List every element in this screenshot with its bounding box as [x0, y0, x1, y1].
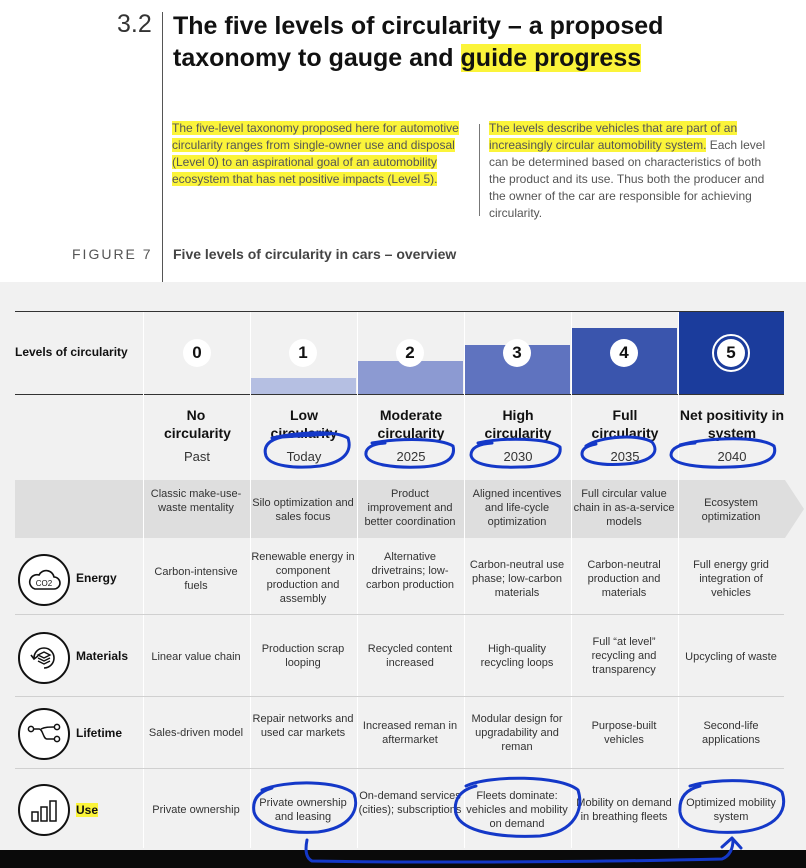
row-label-materials: Materials: [76, 649, 129, 663]
level-2-number: 2: [396, 339, 424, 367]
level-4-year: 2035: [610, 449, 640, 464]
figure-label: FIGURE 7: [72, 246, 153, 262]
ink-circle-2030: [471, 439, 560, 467]
materials-cell: Upcycling of waste: [685, 651, 777, 663]
lifetime-cell: Modular design for upgradability and reman: [471, 713, 563, 753]
lifetime-cell: Purpose-built vehicles: [591, 720, 657, 746]
ink-circle-optimized: [680, 781, 784, 833]
focus-cell: Ecosystem optimization: [701, 497, 761, 523]
use-cell: Private ownership: [152, 804, 240, 816]
materials-cell: Recycled content increased: [367, 643, 453, 669]
co2-text: CO2: [35, 579, 53, 588]
level-5-number: 5: [717, 339, 745, 367]
row-label-lifetime: Lifetime: [76, 726, 123, 740]
level-5-year: 2040: [717, 449, 747, 464]
focus-cell: Full circular value chain in as-a-service models: [573, 488, 675, 528]
energy-cell: Alternative drivetrains; low-carbon production: [365, 551, 455, 591]
use-cell: Mobility on demand in breathing fleets: [576, 797, 672, 823]
level-0-number: 0: [183, 339, 211, 367]
ink-circle-fleets: [455, 778, 579, 836]
section-title-highlight: guide progress: [460, 44, 642, 72]
use-cell: Fleets dominate: vehicles and mobility on demand: [466, 790, 568, 830]
energy-cell: Full energy grid integration of vehicles: [693, 559, 769, 599]
level-2-name: Moderate circularity: [377, 407, 445, 441]
use-cell: On-demand services (cities); subscriptions: [358, 790, 462, 816]
materials-cell: High-quality recycling loops: [480, 643, 554, 669]
energy-cell: Carbon-intensive fuels: [154, 566, 238, 592]
level-2-year: 2025: [396, 449, 426, 464]
section-number: 3.2: [117, 10, 152, 38]
ink-circle-today: [265, 433, 349, 467]
use-cell: Optimized mobility system: [686, 797, 776, 823]
ink-circle-2025: [366, 440, 454, 468]
level-4-name: Full circularity: [591, 407, 659, 441]
level-3-year: 2030: [503, 449, 533, 464]
level-3-number: 3: [503, 339, 531, 367]
ink-circle-private-leasing: [254, 783, 356, 832]
energy-cell: Carbon-neutral use phase; low-carbon materials: [469, 559, 565, 599]
intro-right-text: Each level can be determined based on characteristics of both the product and its use. Thus both the producer and the owner of the car are responsible for achieving circularity.: [489, 138, 766, 220]
focus-cell: Silo optimization and sales focus: [252, 497, 354, 523]
use-label-highlight: Use: [76, 803, 99, 817]
materials-cell: Full “at level” recycling and transparency: [591, 636, 657, 676]
level-1-year: Today: [286, 449, 322, 464]
row-label-energy: Energy: [76, 571, 117, 585]
level-0-name: No circularity: [164, 407, 231, 441]
level-3-name: High circularity: [484, 407, 552, 441]
materials-cell: Production scrap looping: [261, 643, 345, 669]
levels-label: Levels of circularity: [15, 345, 128, 359]
focus-cell: Aligned incentives and life-cycle optimization: [472, 488, 562, 528]
level-1-number: 1: [289, 339, 317, 367]
focus-cell: Product improvement and better coordination: [364, 488, 456, 528]
section-title-text: The five levels of circularity – a proposed taxonomy to gauge and: [173, 12, 664, 72]
lifetime-cell: Sales-driven model: [148, 727, 244, 739]
level-4-number: 4: [610, 339, 638, 367]
intro-left-highlight: The five-level taxonomy proposed here for automotive circularity ranges from single-owner use and disposal (Level 0) to an aspirational goal of an automobility ecosystem that has net positive impacts (Level 5).: [172, 121, 459, 186]
lifetime-cell: Repair networks and used car markets: [252, 713, 354, 739]
ink-circle-2040: [671, 439, 775, 467]
intro-right-highlight: The levels describe vehicles that are part of an increasingly circular automobility system.: [489, 121, 738, 152]
lifetime-cell: Increased reman in aftermarket: [362, 720, 458, 746]
ink-circle-2035: [582, 437, 655, 464]
lifetime-cell: Second-life applications: [701, 720, 761, 746]
ink-connector-line: [306, 840, 733, 862]
energy-cell: Carbon-neutral production and materials: [587, 559, 661, 599]
level-1-name: Low circularity: [270, 407, 338, 441]
focus-cell: Classic make-use-waste mentality: [150, 488, 242, 514]
level-0-year: Past: [183, 449, 210, 464]
use-cell: Private ownership and leasing: [259, 797, 347, 823]
energy-cell: Renewable energy in component production and assembly: [251, 551, 355, 605]
materials-cell: Linear value chain: [151, 651, 241, 663]
level-5-name: Net positivity in system: [679, 407, 785, 441]
figure-title: Five levels of circularity in cars – overview: [173, 246, 457, 262]
